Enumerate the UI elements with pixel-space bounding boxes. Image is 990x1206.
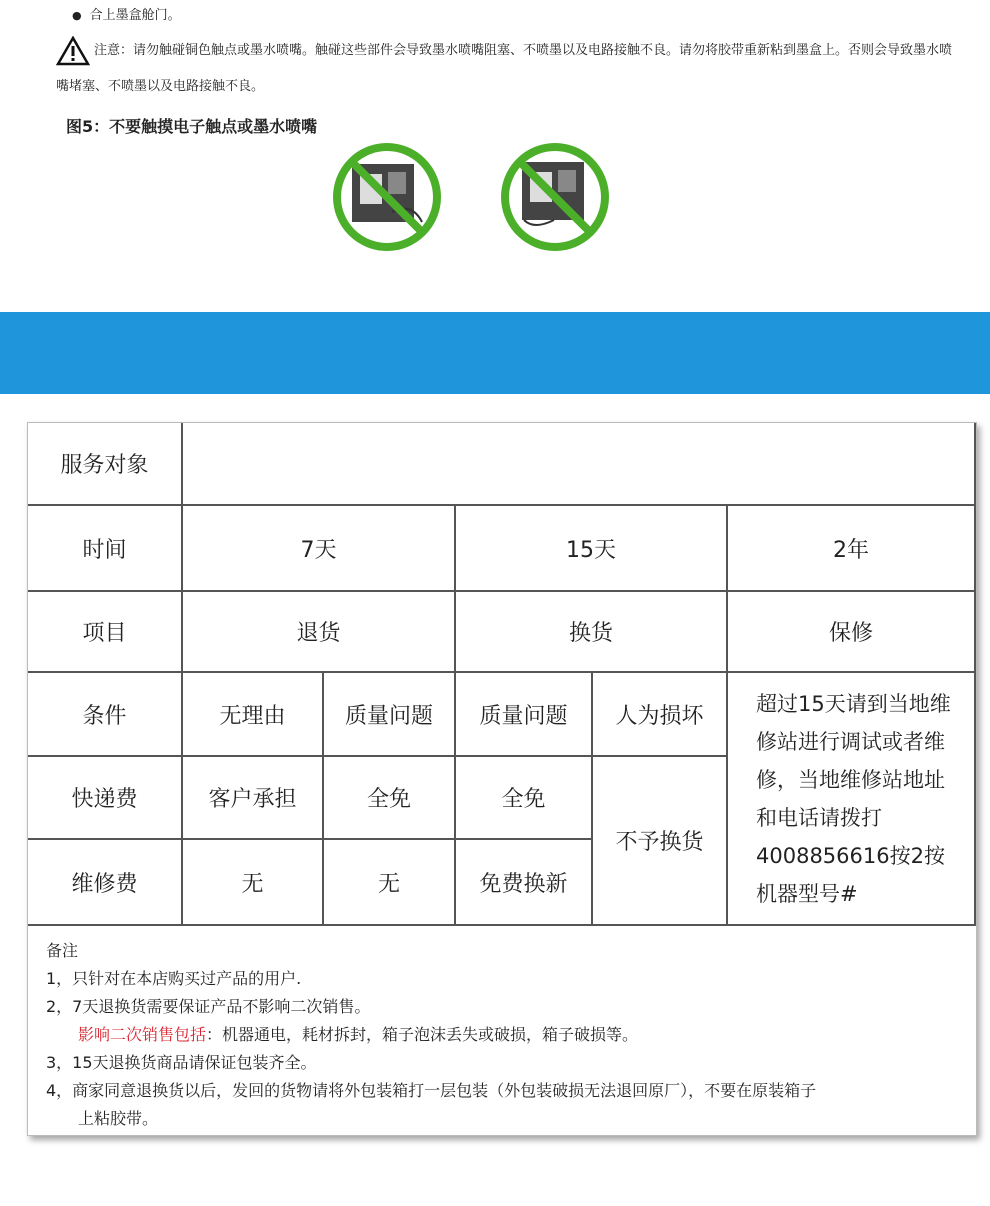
note-2-highlight: 影响二次销售包括 (78, 1025, 207, 1044)
condition-no-reason: 无理由 (183, 673, 324, 757)
condition-human-damage: 人为损坏 (593, 673, 728, 757)
warning-note (56, 33, 956, 105)
note-1: 1，只针对在本店购买过产品的用户. (46, 969, 302, 988)
repair-none-1: 无 (183, 840, 324, 926)
condition-label: 条件 (28, 673, 183, 757)
service-table (28, 423, 976, 926)
time-15-days: 15天 (456, 506, 728, 592)
item-warranty: 保修 (728, 592, 976, 673)
bullet-text: 合上墨盒舱门。 (89, 8, 181, 23)
repair-free-new: 免费换新 (456, 840, 593, 926)
shipping-customer: 客户承担 (183, 757, 324, 840)
notes-title: 备注 (46, 941, 79, 960)
blue-banner (0, 312, 990, 394)
note-3: 3，15天退换货商品请保证包装齐全。 (46, 1053, 317, 1072)
no-touch-contacts-icon (332, 142, 442, 252)
item-return: 退货 (183, 592, 456, 673)
service-label: 服务对象 (28, 423, 183, 506)
time-label: 时间 (28, 506, 183, 592)
repair-label: 维修费 (28, 840, 183, 926)
condition-quality-return: 质量问题 (324, 673, 456, 757)
item-label: 项目 (28, 592, 183, 673)
time-2-years: 2年 (728, 506, 976, 592)
notes-section (46, 937, 966, 1133)
warning-triangle-icon (56, 36, 90, 66)
note-2-detail-text: ：机器通电，耗材拆封，箱子泡沫丢失或破损，箱子破损等。 (206, 1025, 639, 1044)
note-2-detail (46, 1021, 966, 1049)
note-4: 4，商家同意退换货以后，发回的货物请将外包装箱打一层包装（外包装破损无法退回原厂），不要在原装箱子 (46, 1081, 817, 1100)
time-7-days: 7天 (183, 506, 456, 592)
repair-none-2: 无 (324, 840, 456, 926)
bullet-step: ● 合上墨盒舱门。 (72, 8, 181, 23)
service-value (183, 423, 976, 506)
condition-quality-exchange: 质量问题 (456, 673, 593, 757)
no-touch-nozzle-icon (500, 142, 610, 252)
item-exchange: 换货 (456, 592, 728, 673)
after-sales-card (27, 422, 977, 1136)
note-2: 2，7天退换货需要保证产品不影响二次销售。 (46, 997, 371, 1016)
warranty-instructions: 超过15天请到当地维修站进行调试或者维修，当地维修站地址和电话请拨打4008856616按2按机器型号# (728, 673, 976, 926)
shipping-label: 快递费 (28, 757, 183, 840)
no-exchange: 不予换货 (593, 757, 728, 926)
warning-text: 注意：请勿触碰铜色触点或墨水喷嘴。触碰这些部件会导致墨水喷嘴阻塞、不喷墨以及电路接触不良。请勿将胶带重新粘到墨盒上。否则会导致墨水喷嘴堵塞、不喷墨以及电路接触不良。 (56, 43, 953, 94)
instruction-section (0, 0, 990, 312)
shipping-free-return: 全免 (324, 757, 456, 840)
figure-title: 图5：不要触摸电子触点或墨水喷嘴 (66, 117, 318, 136)
note-4-cont: 上粘胶带。 (78, 1109, 159, 1128)
shipping-free-exchange: 全免 (456, 757, 593, 840)
